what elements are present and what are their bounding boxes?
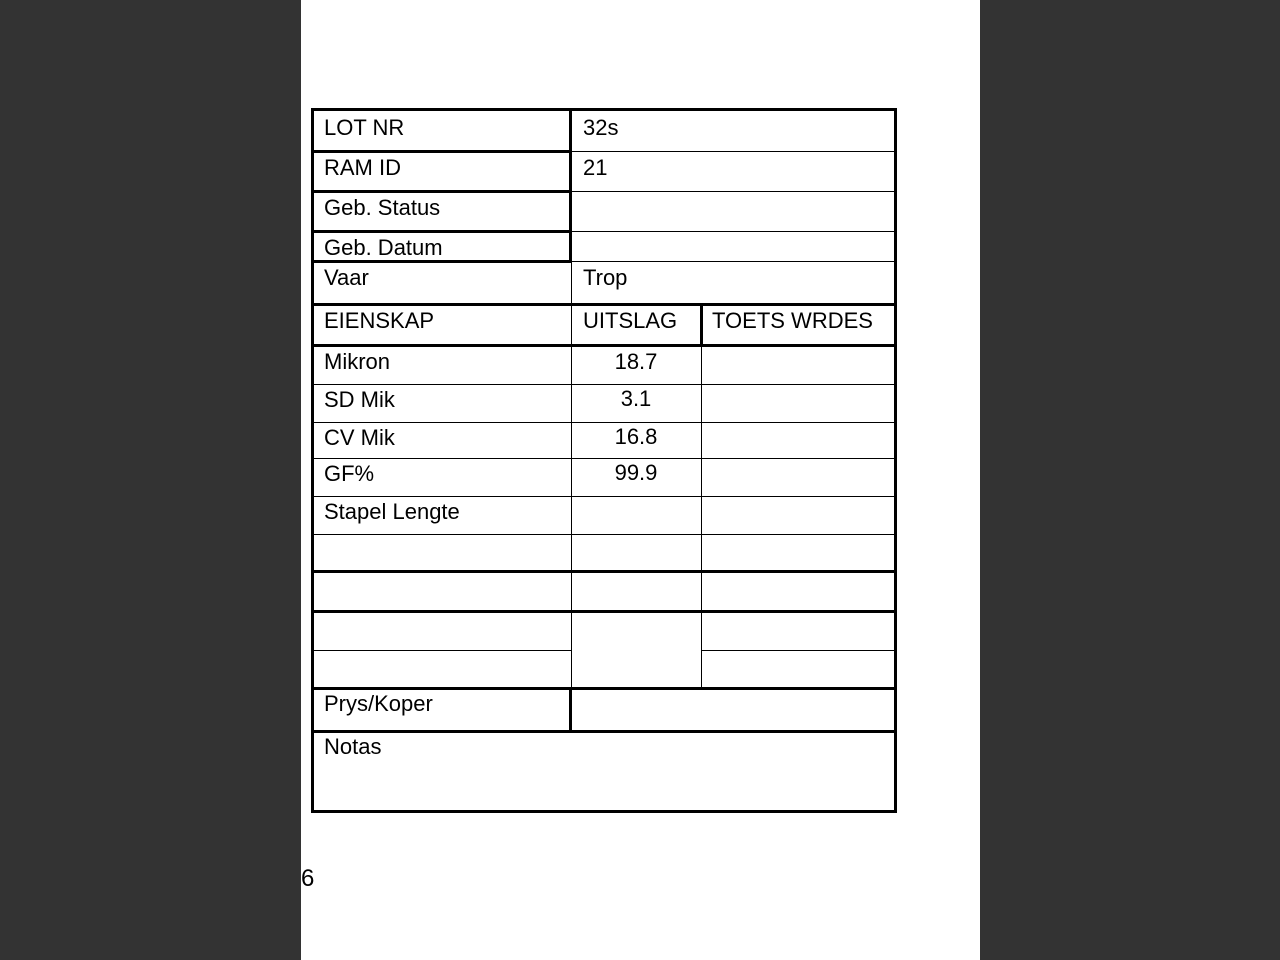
vaar-label: Vaar [324,265,369,290]
row-divider [314,458,894,459]
table-row-value: 3.1 [620,386,652,411]
ram-id-value: 21 [583,155,608,180]
row-divider [314,496,894,497]
row-divider [314,260,571,263]
row-divider [314,422,894,423]
notas-label: Notas [324,734,382,759]
table-row-label: GF% [324,461,375,486]
lot-form-table [311,108,897,813]
table-row-label: Mikron [324,349,391,374]
row-divider [314,687,894,690]
table-row-value: 99.9 [614,460,658,485]
page-number: 6 [301,865,315,892]
row-divider [314,190,571,193]
document-page [301,0,980,960]
lot-nr-value: 32s [583,115,619,140]
lot-nr-label: LOT NR [324,115,405,140]
column-divider [569,111,572,263]
row-divider [314,570,894,573]
row-divider [314,230,571,233]
row-divider [571,231,894,232]
header-eienskap: EIENSKAP [324,308,435,333]
row-divider [314,534,894,535]
row-divider [571,261,894,262]
header-toets-wrdes: TOETS WRDES [712,308,873,333]
row-divider [701,650,894,651]
column-divider [569,688,572,732]
table-row-label: SD Mik [324,387,395,412]
geb-datum-label: Geb. Datum [324,235,443,260]
row-divider [314,150,571,153]
column-divider [701,346,702,688]
geb-status-label: Geb. Status [324,195,441,220]
row-divider [571,151,894,152]
column-divider [571,263,572,304]
row-divider [571,191,894,192]
row-divider [314,730,894,733]
table-row-label: Stapel Lengte [324,499,460,524]
row-divider [314,384,894,385]
column-divider [700,304,703,346]
header-uitslag: UITSLAG [583,308,678,333]
table-row-value: 18.7 [614,349,658,374]
prys-koper-label: Prys/Koper [324,691,433,716]
table-row-label: CV Mik [324,425,395,450]
table-row-value: 16.8 [614,424,658,449]
vaar-value: Trop [583,265,628,290]
row-divider [314,344,894,347]
row-divider [314,650,571,651]
row-divider [314,610,894,613]
row-divider [314,303,894,306]
ram-id-label: RAM ID [324,155,401,180]
